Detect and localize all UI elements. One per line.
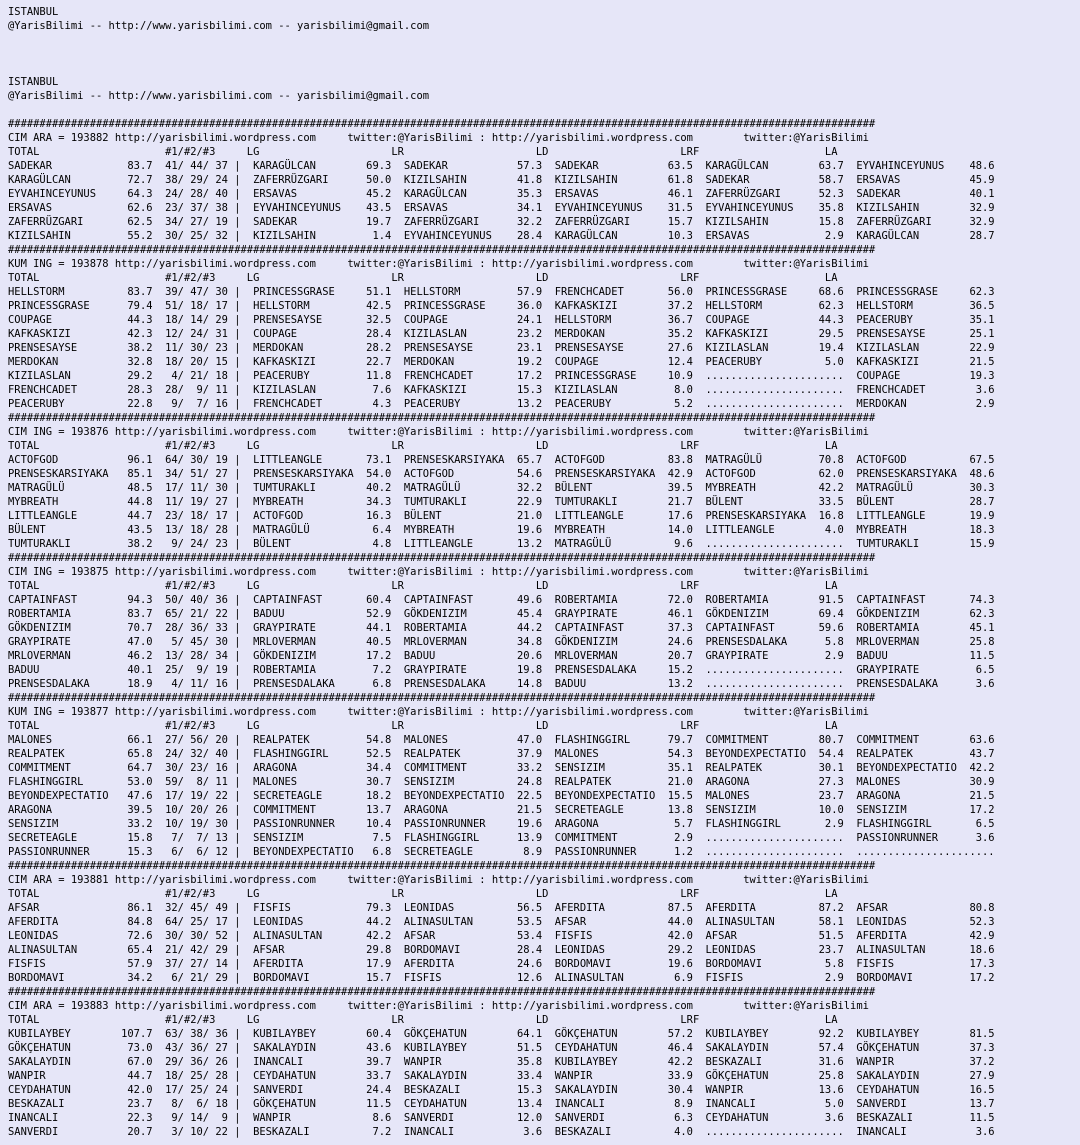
table-row: KUBILAYBEY 107.7 63/ 38/ 36 | KUBILAYBEY 60.4 GÖKÇEHATUN 64.1 GÖKÇEHATUN 57.2 KUBILAYBEY 92.2 KUBILAYBEY 81.5 (8, 1028, 995, 1040)
table-row: SADEKAR 83.7 41/ 44/ 37 | KARAGÜLCAN 69.3 SADEKAR 57.3 SADEKAR 63.5 KARAGÜLCAN 63.7 EYVAHINCEYUNUS 48.6 (8, 160, 995, 172)
table-row: GÖKDENIZIM 70.7 28/ 36/ 33 | GRAYPIRATE 44.1 ROBERTAMIA 44.2 CAPTAINFAST 37.3 CAPTAINFAST 59.6 ROBERTAMIA 45.1 (8, 622, 995, 634)
table-row: KIZILASLAN 29.2 4/ 21/ 18 | PEACERUBY 11.8 FRENCHCADET 17.2 PRINCESSGRASE 10.9 ...................... COUPAGE 19.3 (8, 370, 995, 382)
table-row: SAKALAYDIN 67.0 29/ 36/ 26 | INANCALI 39.7 WANPIR 35.8 KUBILAYBEY 42.2 BESKAZALI 31.6 WANPIR 37.2 (8, 1056, 995, 1068)
table-row: PRENSESKARSIYAKA 85.1 34/ 51/ 27 | PRENSESKARSIYAKA 54.0 ACTOFGOD 54.6 PRENSESKARSIYAKA 42.9 ACTOFGOD 62.0 PRENSESKARSIYAKA 48.6 (8, 468, 995, 480)
column-header: TOTAL #1/#2/#3 LG LR LD LRF LA (8, 720, 838, 732)
table-row: MATRAGÜLÜ 48.5 17/ 11/ 30 | TUMTURAKLI 40.2 MATRAGÜLÜ 32.2 BÜLENT 39.5 MYBREATH 42.2 MATRAGÜLÜ 30.3 (8, 482, 995, 494)
race-report (8, 5, 995, 1139)
table-row: GÖKÇEHATUN 73.0 43/ 36/ 27 | SAKALAYDIN 43.6 KUBILAYBEY 51.5 CEYDAHATUN 46.4 SAKALAYDIN 57.4 GÖKÇEHATUN 37.3 (8, 1042, 995, 1054)
table-row: BÜLENT 43.5 13/ 18/ 28 | MATRAGÜLÜ 6.4 MYBREATH 19.6 MYBREATH 14.0 LITTLEANGLE 4.0 MYBREATH 18.3 (8, 524, 995, 536)
table-row: KAFKASKIZI 42.3 12/ 24/ 31 | COUPAGE 28.4 KIZILASLAN 23.2 MERDOKAN 35.2 KAFKASKIZI 29.5 PRENSESAYSE 25.1 (8, 328, 995, 340)
table-row: FISFIS 57.9 37/ 27/ 14 | AFERDITA 17.9 AFERDITA 24.6 BORDOMAVI 19.6 BORDOMAVI 5.8 FISFIS 17.3 (8, 958, 995, 970)
table-row: BADUU 40.1 25/ 9/ 19 | ROBERTAMIA 7.2 GRAYPIRATE 19.8 PRENSESDALAKA 15.2 ...................... GRAYPIRATE 6.5 (8, 664, 995, 676)
table-row: WANPIR 44.7 18/ 25/ 28 | CEYDAHATUN 33.7 SAKALAYDIN 33.4 WANPIR 33.9 GÖKÇEHATUN 25.8 SAKALAYDIN 27.9 (8, 1070, 995, 1082)
table-row: AFSAR 86.1 32/ 45/ 49 | FISFIS 79.3 LEONIDAS 56.5 AFERDITA 87.5 AFERDITA 87.2 AFSAR 80.8 (8, 902, 995, 914)
section-separator: ########################################################################################################################################## (8, 986, 876, 998)
section-separator: ########################################################################################################################################## (8, 860, 876, 872)
column-header: TOTAL #1/#2/#3 LG LR LD LRF LA (8, 146, 838, 158)
column-header: TOTAL #1/#2/#3 LG LR LD LRF LA (8, 1014, 838, 1026)
table-row: CAPTAINFAST 94.3 50/ 40/ 36 | CAPTAINFAST 60.4 CAPTAINFAST 49.6 ROBERTAMIA 72.0 ROBERTAMIA 91.5 CAPTAINFAST 74.3 (8, 594, 995, 606)
table-row: ALINASULTAN 65.4 21/ 42/ 29 | AFSAR 29.8 BORDOMAVI 28.4 LEONIDAS 29.2 LEONIDAS 23.7 ALINASULTAN 18.6 (8, 944, 995, 956)
table-row: KIZILSAHIN 55.2 30/ 25/ 32 | KIZILSAHIN 1.4 EYVAHINCEYUNUS 28.4 KARAGÜLCAN 10.3 ERSAVAS 2.9 KARAGÜLCAN 28.7 (8, 230, 995, 242)
race-title: CIM ARA = 193881 http://yarisbilimi.wordpress.com twitter:@YarisBilimi : http://yarisbilimi.wordpress.com twitter:@YarisBilimi (8, 874, 869, 886)
table-row: HELLSTORM 83.7 39/ 47/ 30 | PRINCESSGRASE 51.1 HELLSTORM 57.9 FRENCHCADET 56.0 PRINCESSGRASE 68.6 PRINCESSGRASE 62.3 (8, 286, 995, 298)
table-row: ROBERTAMIA 83.7 65/ 21/ 22 | BADUU 52.9 GÖKDENIZIM 45.4 GRAYPIRATE 46.1 GÖKDENIZIM 69.4 GÖKDENIZIM 62.3 (8, 608, 995, 620)
table-row: BESKAZALI 23.7 8/ 6/ 18 | GÖKÇEHATUN 11.5 CEYDAHATUN 13.4 INANCALI 8.9 INANCALI 5.0 SANVERDI 13.7 (8, 1098, 995, 1110)
race-title: CIM ING = 193876 http://yarisbilimi.wordpress.com twitter:@YarisBilimi : http://yarisbilimi.wordpress.com twitter:@YarisBilimi (8, 426, 869, 438)
section-separator: ########################################################################################################################################## (8, 244, 876, 256)
city-heading: ISTANBUL (8, 76, 59, 88)
contact-line: @YarisBilimi -- http://www.yarisbilimi.com -- yarisbilimi@gmail.com (8, 90, 430, 102)
table-row: FLASHINGGIRL 53.0 59/ 8/ 11 | MALONES 30.7 SENSIZIM 24.8 REALPATEK 21.0 ARAGONA 27.3 MALONES 30.9 (8, 776, 995, 788)
table-row: MYBREATH 44.8 11/ 19/ 27 | MYBREATH 34.3 TUMTURAKLI 22.9 TUMTURAKLI 21.7 BÜLENT 33.5 BÜLENT 28.7 (8, 496, 995, 508)
blank-line (8, 33, 995, 47)
contact-line: @YarisBilimi -- http://www.yarisbilimi.com -- yarisbilimi@gmail.com (8, 20, 430, 32)
section-separator: ########################################################################################################################################## (8, 692, 876, 704)
column-header: TOTAL #1/#2/#3 LG LR LD LRF LA (8, 580, 838, 592)
table-row: MRLOVERMAN 46.2 13/ 28/ 34 | GÖKDENIZIM 17.2 BADUU 20.6 MRLOVERMAN 20.7 GRAYPIRATE 2.9 BADUU 11.5 (8, 650, 995, 662)
table-row: ZAFERRÜZGARI 62.5 34/ 27/ 19 | SADEKAR 19.7 ZAFERRÜZGARI 32.2 ZAFERRÜZGARI 15.7 KIZILSAHIN 15.8 ZAFERRÜZGARI 32.9 (8, 216, 995, 228)
race-title: KUM ING = 193877 http://yarisbilimi.wordpress.com twitter:@YarisBilimi : http://yarisbilimi.wordpress.com twitter:@YarisBilimi (8, 706, 869, 718)
table-row: BEYONDEXPECTATIO 47.6 17/ 19/ 22 | SECRETEAGLE 18.2 BEYONDEXPECTATIO 22.5 BEYONDEXPECTATIO 15.5 MALONES 23.7 ARAGONA 21.5 (8, 790, 995, 802)
table-row: GRAYPIRATE 47.0 5/ 45/ 30 | MRLOVERMAN 40.5 MRLOVERMAN 34.8 GÖKDENIZIM 24.6 PRENSESDALAKA 5.8 MRLOVERMAN 25.8 (8, 636, 995, 648)
city-heading: ISTANBUL (8, 6, 59, 18)
table-row: BORDOMAVI 34.2 6/ 21/ 29 | BORDOMAVI 15.7 FISFIS 12.6 ALINASULTAN 6.9 FISFIS 2.9 BORDOMAVI 17.2 (8, 972, 995, 984)
table-row: PRINCESSGRASE 79.4 51/ 18/ 17 | HELLSTORM 42.5 PRINCESSGRASE 36.0 KAFKASKIZI 37.2 HELLSTORM 62.3 HELLSTORM 36.5 (8, 300, 995, 312)
column-header: TOTAL #1/#2/#3 LG LR LD LRF LA (8, 888, 838, 900)
race-title: CIM ARA = 193883 http://yarisbilimi.wordpress.com twitter:@YarisBilimi : http://yarisbilimi.wordpress.com twitter:@YarisBilimi (8, 1000, 869, 1012)
race-title: KUM ING = 193878 http://yarisbilimi.wordpress.com twitter:@YarisBilimi : http://yarisbilimi.wordpress.com twitter:@YarisBilimi (8, 258, 869, 270)
race-title: CIM ARA = 193882 http://yarisbilimi.wordpress.com twitter:@YarisBilimi : http://yarisbilimi.wordpress.com twitter:@YarisBilimi (8, 132, 869, 144)
table-row: TUMTURAKLI 38.2 9/ 24/ 23 | BÜLENT 4.8 LITTLEANGLE 13.2 MATRAGÜLÜ 9.6 ...................... TUMTURAKLI 15.9 (8, 538, 995, 550)
blank-line (8, 47, 995, 61)
table-row: PRENSESAYSE 38.2 11/ 30/ 23 | MERDOKAN 28.2 PRENSESAYSE 23.1 PRENSESAYSE 27.6 KIZILASLAN 19.4 KIZILASLAN 22.9 (8, 342, 995, 354)
table-row: KARAGÜLCAN 72.7 38/ 29/ 24 | ZAFERRÜZGARI 50.0 KIZILSAHIN 41.8 KIZILSAHIN 61.8 SADEKAR 58.7 ERSAVAS 45.9 (8, 174, 995, 186)
table-row: ACTOFGOD 96.1 64/ 30/ 19 | LITTLEANGLE 73.1 PRENSESKARSIYAKA 65.7 ACTOFGOD 83.8 MATRAGÜLÜ 70.8 ACTOFGOD 67.5 (8, 454, 995, 466)
table-row: CEYDAHATUN 42.0 17/ 25/ 24 | SANVERDI 24.4 BESKAZALI 15.3 SAKALAYDIN 30.4 WANPIR 13.6 CEYDAHATUN 16.5 (8, 1084, 995, 1096)
table-row: ARAGONA 39.5 10/ 20/ 26 | COMMITMENT 13.7 ARAGONA 21.5 SECRETEAGLE 13.8 SENSIZIM 10.0 SENSIZIM 17.2 (8, 804, 995, 816)
table-row: LITTLEANGLE 44.7 23/ 18/ 17 | ACTOFGOD 16.3 BÜLENT 21.0 LITTLEANGLE 17.6 PRENSESKARSIYAKA 16.8 LITTLEANGLE 19.9 (8, 510, 995, 522)
table-row: LEONIDAS 72.6 30/ 30/ 52 | ALINASULTAN 42.2 AFSAR 53.4 FISFIS 42.0 AFSAR 51.5 AFERDITA 42.9 (8, 930, 995, 942)
table-row: REALPATEK 65.8 24/ 32/ 40 | FLASHINGGIRL 52.5 REALPATEK 37.9 MALONES 54.3 BEYONDEXPECTATIO 54.4 REALPATEK 43.7 (8, 748, 995, 760)
section-separator: ########################################################################################################################################## (8, 118, 876, 130)
table-row: FRENCHCADET 28.3 28/ 9/ 11 | KIZILASLAN 7.6 KAFKASKIZI 15.3 KIZILASLAN 8.0 ...................... FRENCHCADET 3.6 (8, 384, 995, 396)
blank-line (8, 103, 995, 117)
race-title: CIM ING = 193875 http://yarisbilimi.wordpress.com twitter:@YarisBilimi : http://yarisbilimi.wordpress.com twitter:@YarisBilimi (8, 566, 869, 578)
table-row: PEACERUBY 22.8 9/ 7/ 16 | FRENCHCADET 4.3 PEACERUBY 13.2 PEACERUBY 5.2 ...................... MERDOKAN 2.9 (8, 398, 995, 410)
table-row: SECRETEAGLE 15.8 7/ 7/ 13 | SENSIZIM 7.5 FLASHINGGIRL 13.9 COMMITMENT 2.9 ...................... PASSIONRUNNER 3.6 (8, 832, 995, 844)
table-row: MALONES 66.1 27/ 56/ 20 | REALPATEK 54.8 MALONES 47.0 FLASHINGGIRL 79.7 COMMITMENT 80.7 COMMITMENT 63.6 (8, 734, 995, 746)
section-separator: ########################################################################################################################################## (8, 552, 876, 564)
table-row: ERSAVAS 62.6 23/ 37/ 38 | EYVAHINCEYUNUS 43.5 ERSAVAS 34.1 EYVAHINCEYUNUS 31.5 EYVAHINCEYUNUS 35.8 KIZILSAHIN 32.9 (8, 202, 995, 214)
table-row: INANCALI 22.3 9/ 14/ 9 | WANPIR 8.6 SANVERDI 12.0 SANVERDI 6.3 CEYDAHATUN 3.6 BESKAZALI 11.5 (8, 1112, 995, 1124)
column-header: TOTAL #1/#2/#3 LG LR LD LRF LA (8, 272, 838, 284)
section-separator: ########################################################################################################################################## (8, 412, 876, 424)
table-row: PASSIONRUNNER 15.3 6/ 6/ 12 | BEYONDEXPECTATIO 6.8 SECRETEAGLE 8.9 PASSIONRUNNER 1.2 ...................... ...................... (8, 846, 995, 858)
table-row: SENSIZIM 33.2 10/ 19/ 30 | PASSIONRUNNER 10.4 PASSIONRUNNER 19.6 ARAGONA 5.7 FLASHINGGIRL 2.9 FLASHINGGIRL 6.5 (8, 818, 995, 830)
table-row: PRENSESDALAKA 18.9 4/ 11/ 16 | PRENSESDALAKA 6.8 PRENSESDALAKA 14.8 BADUU 13.2 ...................... PRENSESDALAKA 3.6 (8, 678, 995, 690)
table-row: MERDOKAN 32.8 18/ 20/ 15 | KAFKASKIZI 22.7 MERDOKAN 19.2 COUPAGE 12.4 PEACERUBY 5.0 KAFKASKIZI 21.5 (8, 356, 995, 368)
column-header: TOTAL #1/#2/#3 LG LR LD LRF LA (8, 440, 838, 452)
table-row: COMMITMENT 64.7 30/ 23/ 16 | ARAGONA 34.4 COMMITMENT 33.2 SENSIZIM 35.1 REALPATEK 30.1 BEYONDEXPECTATIO 42.2 (8, 762, 995, 774)
table-row: EYVAHINCEYUNUS 64.3 24/ 28/ 40 | ERSAVAS 45.2 KARAGÜLCAN 35.3 ERSAVAS 46.1 ZAFERRÜZGARI 52.3 SADEKAR 40.1 (8, 188, 995, 200)
blank-line (8, 61, 995, 75)
table-row: COUPAGE 44.3 18/ 14/ 29 | PRENSESAYSE 32.5 COUPAGE 24.1 HELLSTORM 36.7 COUPAGE 44.3 PEACERUBY 35.1 (8, 314, 995, 326)
table-row: AFERDITA 84.8 64/ 25/ 17 | LEONIDAS 44.2 ALINASULTAN 53.5 AFSAR 44.0 ALINASULTAN 58.1 LEONIDAS 52.3 (8, 916, 995, 928)
table-row: SANVERDI 20.7 3/ 10/ 22 | BESKAZALI 7.2 INANCALI 3.6 BESKAZALI 4.0 ...................... INANCALI 3.6 (8, 1126, 995, 1138)
